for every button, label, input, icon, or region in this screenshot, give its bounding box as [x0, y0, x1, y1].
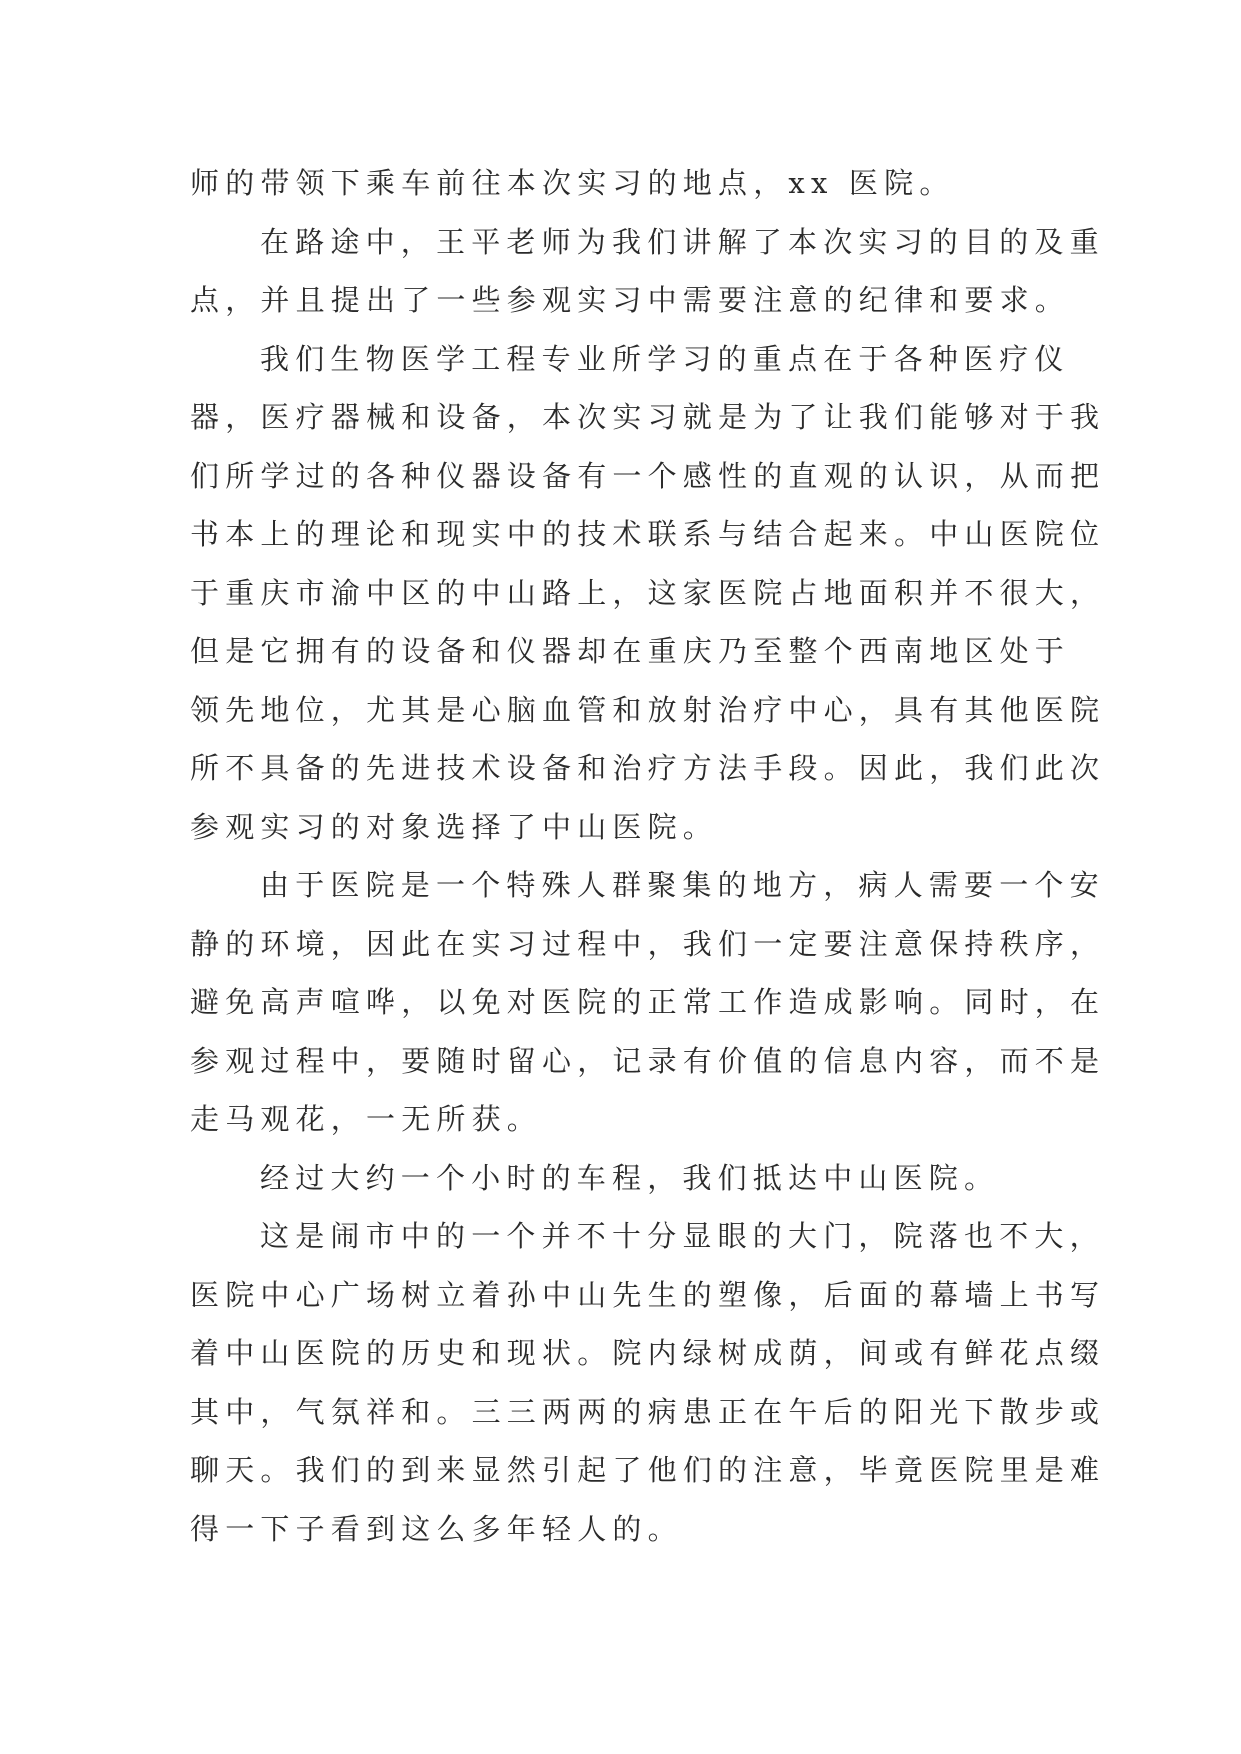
text-line: 点，并且提出了一些参观实习中需要注意的纪律和要求。	[190, 283, 1071, 317]
text-line: 我们生物医学工程专业所学习的重点在于各种医疗仪	[260, 341, 1070, 376]
text-line: 得一下子看到这么多年轻人的。	[190, 1511, 683, 1546]
text-line: 经过大约一个小时的车程，我们抵达中山医院。	[260, 1160, 1000, 1195]
text-line: 但是它拥有的设备和仪器却在重庆乃至整个西南地区处于	[190, 634, 1071, 668]
text-line: 聊天。我们的到来显然引起了他们的注意，毕竟医院里是难	[190, 1453, 1106, 1487]
text-line: 书本上的理论和现实中的技术联系与结合起来。中山医院位	[190, 517, 1106, 551]
text-line: 参观实习的对象选择了中山医院。	[190, 809, 719, 844]
text-line: 参观过程中，要随时留心，记录有价值的信息内容，而不是	[190, 1043, 1106, 1078]
text-line: 器，医疗器械和设备，本次实习就是为了让我们能够对于我	[190, 400, 1106, 434]
text-line: 于重庆市渝中区的中山路上，这家医院占地面积并不很大，	[190, 575, 1106, 610]
text-line: 所不具备的先进技术设备和治疗方法手段。因此，我们此次	[190, 751, 1106, 785]
text-line: 走马观花，一无所获。	[190, 1102, 543, 1136]
text-line: 其中，气氛祥和。三三两两的病患正在午后的阳光下散步或	[190, 1394, 1106, 1429]
text-line: 静的环境，因此在实习过程中，我们一定要注意保持秩序，	[190, 926, 1106, 961]
text-line: 医院中心广场树立着孙中山先生的塑像，后面的幕墙上书写	[190, 1277, 1106, 1312]
body-text	[190, 154, 1106, 1558]
text-line: 避免高声喧哗，以免对医院的正常工作造成影响。同时，在	[190, 985, 1106, 1019]
text-line: 在路途中，王平老师为我们讲解了本次实习的目的及重	[260, 224, 1105, 259]
text-line: 着中山医院的历史和现状。院内绿树成荫，间或有鲜花点缀	[190, 1336, 1106, 1370]
text-line: 由于医院是一个特殊人群聚集的地方，病人需要一个安	[260, 868, 1105, 902]
text-line: 这是闹市中的一个并不十分显眼的大门，院落也不大，	[260, 1219, 1105, 1253]
text-line: 师的带领下乘车前往本次实习的地点，xx 医院。	[190, 166, 955, 200]
text-line: 们所学过的各种仪器设备有一个感性的直观的认识，从而把	[190, 458, 1106, 493]
text-line: 领先地位，尤其是心脑血管和放射治疗中心，具有其他医院	[190, 692, 1106, 727]
